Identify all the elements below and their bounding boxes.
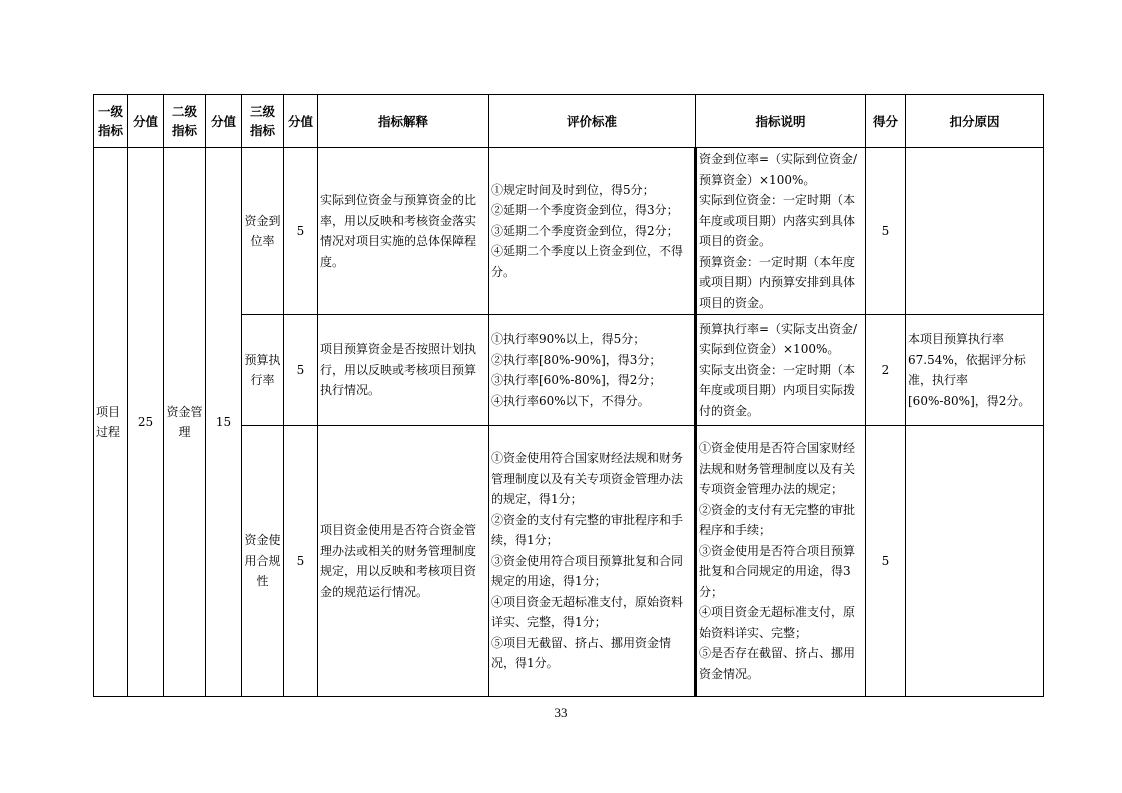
header-score3: 分值 <box>284 95 318 148</box>
level3-score: 5 <box>284 426 318 697</box>
indicator-description <box>696 148 866 315</box>
criteria-item: ①资金使用符合国家财经法规和财务管理制度以及有关专项资金管理办法的规定，得1分； <box>491 451 684 507</box>
score-value: 5 <box>866 148 906 315</box>
indicator-explanation: 项目资金使用是否符合资金管理办法或相关的财务管理制度规定，用以反映和考核项目资金的规范运行情况。 <box>318 426 489 697</box>
evaluation-criteria <box>489 426 696 697</box>
deduction-reason <box>906 426 1044 697</box>
header-explanation: 指标解释 <box>318 95 489 148</box>
header-description: 指标说明 <box>696 95 866 148</box>
header-level3: 三级指标 <box>242 95 284 148</box>
description-item: ①资金使用是否符合国家财经法规和财务管理制度以及有关专项资金管理办法的规定； <box>699 441 856 496</box>
description-item: ②资金的支付有无完整的审批程序和手续； <box>699 502 856 537</box>
level3-indicator: 预算执行率 <box>242 315 284 426</box>
level1-name: 项目过程 <box>94 148 128 697</box>
evaluation-criteria <box>489 315 696 426</box>
level3-score: 5 <box>284 315 318 426</box>
description-item: 实际支出资金：一定时期（本年度或项目期）内项目实际拨付的资金。 <box>699 362 856 418</box>
criteria-item: ④项目资金无超标准支付，原始资料详实、完整，得1分； <box>491 594 684 630</box>
level3-indicator: 资金到位率 <box>242 148 284 315</box>
header-score1: 分值 <box>128 95 164 148</box>
criteria-item: ①规定时间及时到位，得5分； <box>491 182 655 197</box>
header-score: 得分 <box>866 95 906 148</box>
criteria-item: ④执行率60%以下，不得分。 <box>491 393 650 408</box>
table-header-row <box>94 95 1044 148</box>
indicator-explanation: 实际到位资金与预算资金的比率，用以反映和考核资金落实情况对项目实施的总体保障程度。 <box>318 148 489 315</box>
header-level2: 二级指标 <box>164 95 206 148</box>
criteria-item: ③资金使用符合项目预算批复和合同规定的用途，得1分； <box>491 553 684 589</box>
criteria-item: ①执行率90%以上，得5分； <box>491 332 646 346</box>
criteria-item: ②延期一个季度资金到位，得3分； <box>491 203 679 218</box>
description-item: ⑤是否存在截留、挤占、挪用资金情况。 <box>699 646 856 681</box>
deduction-reason: 本项目预算执行率67.54%，依据评分标准，执行率[60%-80%]，得2分。 <box>906 315 1044 426</box>
description-item: ④项目资金无超标准支付，原始资料详实、完整； <box>699 605 856 640</box>
level1-score: 25 <box>128 148 164 697</box>
description-item: 预算资金：一定时期（本年度或项目期）内预算安排到具体项目的资金。 <box>699 254 856 310</box>
description-item: ③资金使用是否符合项目预算批复和合同规定的用途，得3分； <box>699 543 856 599</box>
level2-name: 资金管理 <box>164 148 206 697</box>
header-level1: 一级指标 <box>94 95 128 148</box>
score-value: 5 <box>866 426 906 697</box>
indicator-description <box>696 315 866 426</box>
level2-score: 15 <box>206 148 242 697</box>
description-item: 实际到位资金：一定时期（本年度或项目期）内落实到具体项目的资金。 <box>699 193 856 248</box>
criteria-item: ⑤项目无截留、挤占、挪用资金情况，得1分。 <box>491 635 672 671</box>
level3-indicator: 资金使用合规性 <box>242 426 284 697</box>
deduction-reason <box>906 148 1044 315</box>
description-item: 资金到位率=（实际到位资金/预算资金）×100%。 <box>699 152 858 187</box>
table-row <box>94 148 1044 315</box>
header-deduction: 扣分原因 <box>906 95 1044 148</box>
criteria-item: ②资金的支付有完整的审批程序和手续，得1分； <box>491 512 684 548</box>
header-criteria: 评价标准 <box>489 95 696 148</box>
level3-score: 5 <box>284 148 318 315</box>
description-item: 预算执行率=（实际支出资金/实际到位资金）×100%。 <box>699 321 858 357</box>
indicator-explanation: 项目预算资金是否按照计划执行，用以反映或考核项目预算执行情况。 <box>318 315 489 426</box>
criteria-item: ③延期二个季度资金到位，得2分； <box>491 223 679 238</box>
score-value: 2 <box>866 315 906 426</box>
header-score2: 分值 <box>206 95 242 148</box>
evaluation-table <box>93 94 1044 697</box>
criteria-item: ④延期二个季度以上资金到位，不得分。 <box>491 244 684 279</box>
page-number: 33 <box>554 705 568 720</box>
criteria-item: ③执行率[60%-80%]，得2分； <box>491 373 662 387</box>
indicator-description <box>696 426 866 697</box>
evaluation-criteria <box>489 148 696 315</box>
criteria-item: ②执行率[80%-90%]，得3分； <box>491 352 662 367</box>
